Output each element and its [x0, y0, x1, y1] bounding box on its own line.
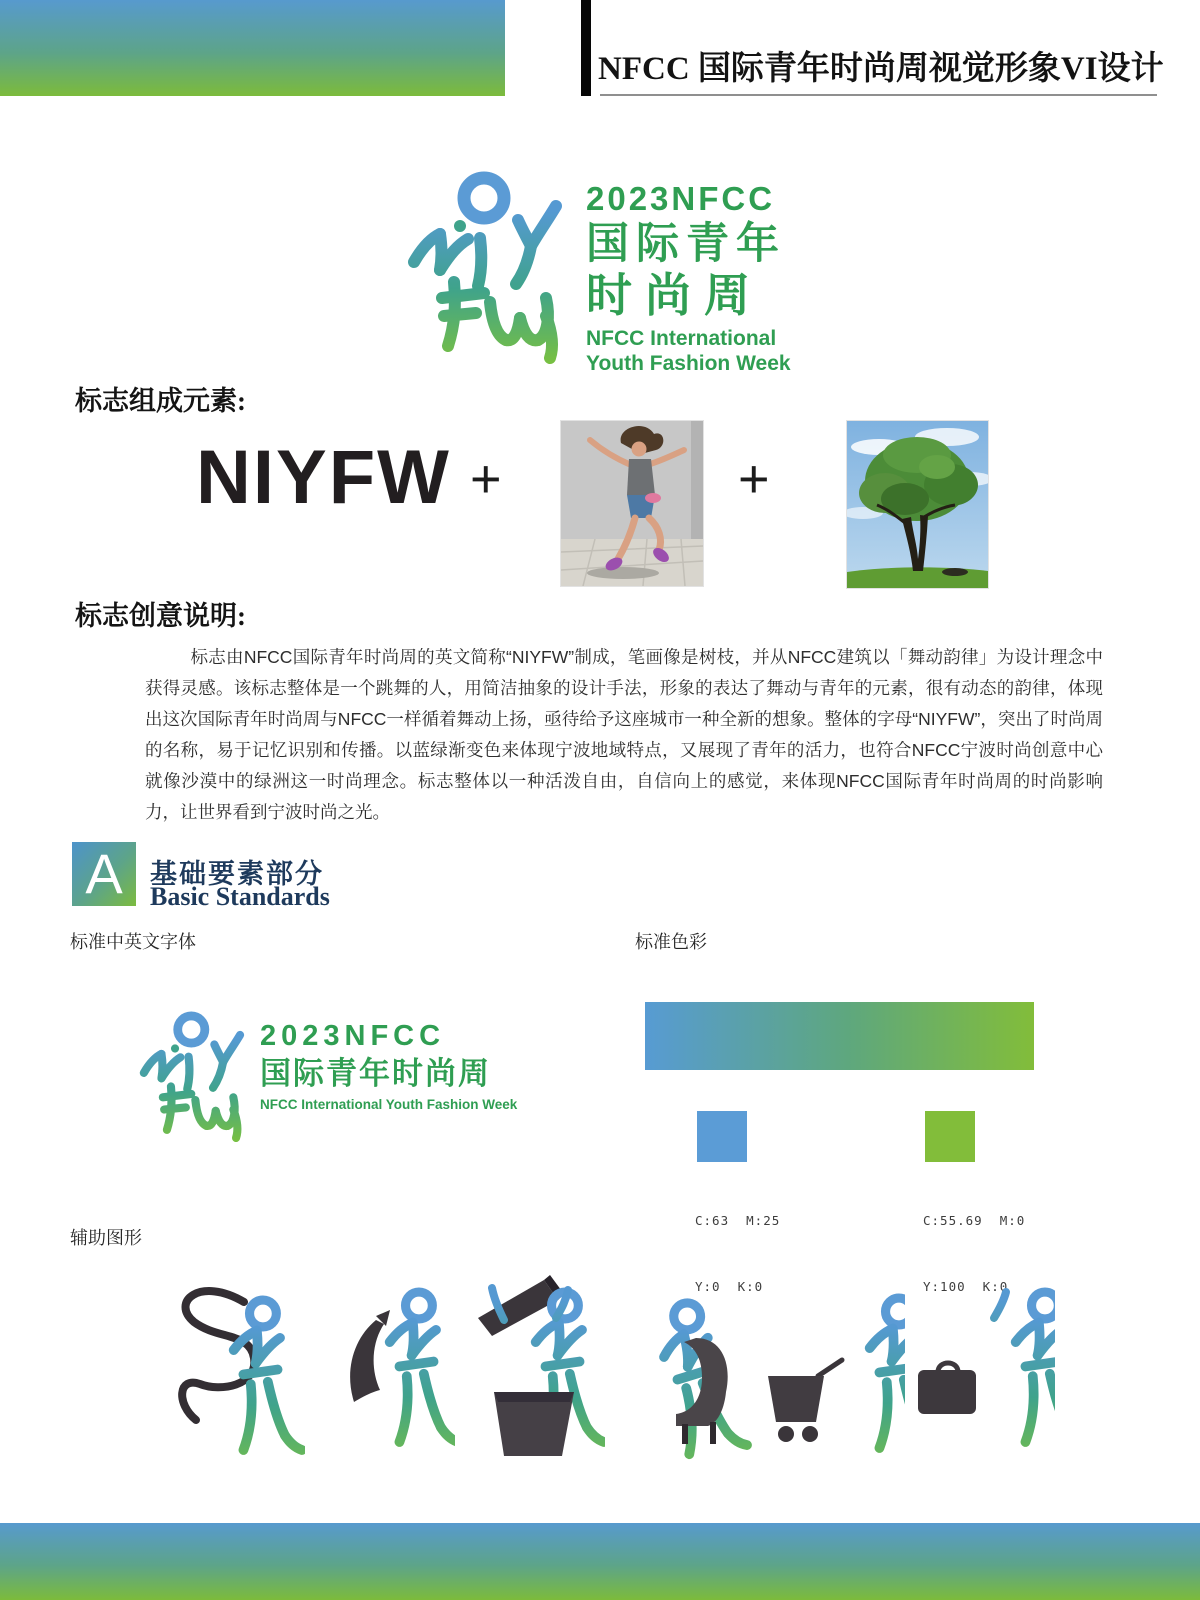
elements-heading: 标志组成元素: [75, 386, 246, 416]
logo-en-line1: NFCC International [586, 327, 777, 350]
logo-small-cn-line: 国际青年时尚周 [260, 1056, 491, 1091]
plus-sign: + [738, 449, 770, 509]
figure-in-armchair-icon [610, 1272, 755, 1467]
niyfw-wordmark: NIYFW [196, 435, 451, 520]
logo-year-line: 2023NFCC [586, 180, 776, 217]
header-gradient-band [0, 0, 505, 96]
page-title: NFCC 国际青年时尚周视觉形象VI设计 [598, 51, 1164, 87]
header-divider-bar [581, 0, 591, 96]
blue-cmyk-line2: Y:0 K:0 [695, 1279, 764, 1294]
green-cmyk-line2: Y:100 K:0 [923, 1279, 1009, 1294]
logo-en-line2: Youth Fashion Week [586, 351, 791, 375]
aux-figures-row [160, 1272, 1055, 1470]
logo-text-block [586, 182, 791, 377]
figure-with-ribbon-icon [160, 1272, 305, 1467]
section-a-badge: A [72, 842, 136, 906]
logo-cn-line2: 时尚周 [586, 269, 763, 321]
brand-gradient-bar [645, 1002, 1034, 1070]
dancing-woman-photo [560, 420, 704, 587]
idea-paragraph: 标志由NFCC国际青年时尚周的英文简称“NIYFW”制成，笔画像是树枝，并从NFCC建筑以「舞动韵律」为设计理念中获得灵感。该标志整体是一个跳舞的人，用简洁抽象的设计手法，形象的表达了舞动与青年的元素，很有动态的韵律，体现出这次国际青年时尚周与NFCC一样循着舞动上扬，亟待给予这座城市一种全新的想象。整体的字母“NIYFW”，突出了时尚周的名称，易于记忆识别和传播。以蓝绿渐变色来体现宁波地域特点，又展现了青年的活力，也符合NFCC宁波时尚创意中心就像沙漠中的绿洲这一时尚理念。标志整体以一种活泼自由，自信向上的感觉，来体现NFCC国际青年时尚周的时尚影响力，让世界看到宁波时尚之光。 [145, 647, 1103, 822]
header-rule [600, 94, 1157, 96]
green-color-swatch [925, 1111, 975, 1162]
logo-small-en-line: NFCC International Youth Fashion Week [260, 1097, 518, 1112]
logo-cn-line1: 国际青年 [586, 220, 786, 268]
fonts-label: 标准中英文字体 [70, 932, 196, 952]
blue-color-swatch [697, 1111, 747, 1162]
green-tree-photo [846, 420, 989, 589]
brand-mark-icon [398, 166, 578, 376]
idea-heading: 标志创意说明: [75, 601, 246, 631]
figure-in-box-icon [460, 1272, 605, 1467]
logo-en-lines [586, 327, 791, 377]
aux-label: 辅助图形 [70, 1228, 142, 1248]
logo-small-year-line: 2023NFCC [260, 1020, 446, 1052]
green-cmyk-line1: C:55.69 M:0 [923, 1213, 1026, 1228]
figure-with-cart-icon [760, 1272, 905, 1467]
brand-mark-small-icon [133, 1006, 255, 1152]
section-title-zh: 基础要素部分 [150, 859, 324, 889]
colors-label: 标准色彩 [635, 932, 707, 952]
section-title-en: Basic Standards [150, 882, 330, 911]
footer-gradient-band [0, 1523, 1200, 1600]
figure-with-briefcase-icon [910, 1272, 1055, 1467]
figure-with-coat-icon [310, 1272, 455, 1467]
logo-small-text-block [260, 1022, 517, 1112]
plus-sign: + [470, 449, 502, 509]
blue-cmyk-line1: C:63 M:25 [695, 1213, 781, 1228]
